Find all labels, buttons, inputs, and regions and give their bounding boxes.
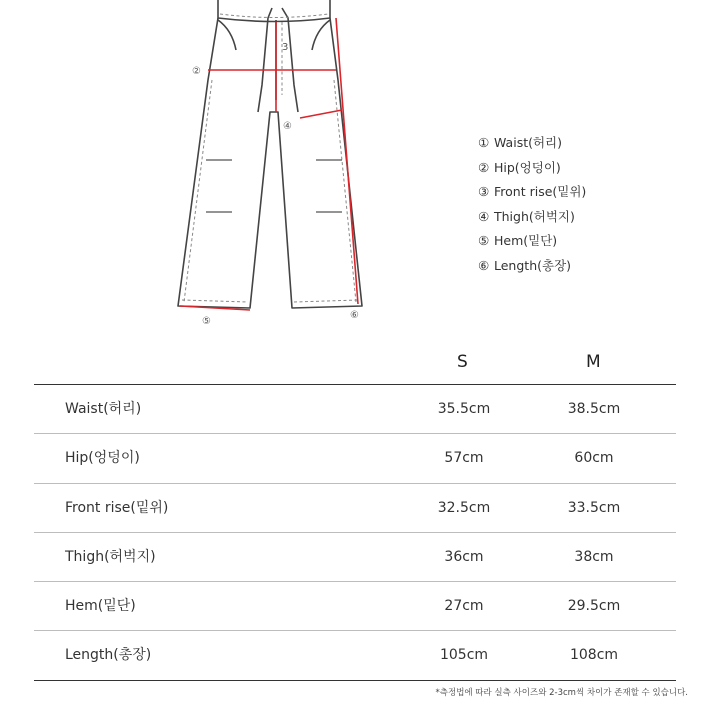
stitch-hem-left (182, 300, 248, 302)
size-table (34, 384, 676, 681)
value-s: 36cm (444, 548, 484, 565)
row-label: Hem(밑단) (65, 598, 136, 615)
row-label: Length(총장) (65, 647, 152, 664)
table-row-hem (34, 582, 676, 631)
pants-outline (178, 18, 362, 308)
value-m: 108cm (569, 647, 619, 664)
marker-length: ⑥ (350, 310, 359, 321)
legend-item-thigh: ④ Thigh(허벅지) (478, 208, 575, 224)
drawstring-left (258, 8, 272, 112)
measure-length (336, 18, 358, 304)
value-m: 38.5cm (567, 401, 621, 417)
drawstring-right (282, 8, 298, 112)
column-header-s: S (457, 352, 468, 372)
table-row-waist (34, 385, 676, 434)
measurement-footnote: *측정법에 따라 실측 사이즈와 2-3cm씩 차이가 존재할 수 있습니다. (435, 688, 688, 698)
pants-diagram (0, 0, 720, 330)
measure-thigh (300, 110, 342, 118)
table-row-hip (34, 434, 676, 483)
value-m: 33.5cm (567, 499, 621, 516)
value-m: 38cm (574, 548, 614, 565)
legend-item-front-rise: ③ Front rise(밑위) (478, 184, 587, 200)
legend-item-waist: ① Waist(허리) (478, 135, 563, 150)
legend-item-hip: ② Hip(엉덩이) (478, 159, 561, 175)
waistband (218, 0, 330, 22)
row-label: Hip(엉덩이) (65, 450, 140, 467)
marker-front-rise: 3 (282, 42, 289, 53)
table-row-thigh (34, 533, 676, 582)
value-s: 35.5cm (437, 401, 491, 417)
value-m: 29.5cm (567, 598, 621, 615)
value-s: 27cm (444, 598, 484, 615)
marker-hem: ⑤ (202, 316, 211, 327)
row-label: Thigh(허벅지) (65, 548, 156, 565)
marker-thigh: ④ (283, 121, 292, 132)
stitch-waist (220, 14, 328, 18)
legend-item-length: ⑥ Length(총장) (478, 257, 572, 273)
pocket-left (218, 20, 236, 50)
row-label: Front rise(밑위) (65, 499, 169, 516)
stitch-left-leg (184, 80, 212, 302)
value-m: 60cm (574, 450, 614, 467)
value-s: 57cm (444, 450, 484, 467)
value-s: 32.5cm (437, 499, 491, 516)
value-s: 105cm (439, 647, 489, 664)
legend-item-hem: ⑤ Hem(밑단) (478, 233, 558, 249)
marker-hip: ② (192, 66, 201, 77)
row-label: Waist(허리) (65, 401, 142, 417)
measurement-legend (478, 131, 586, 279)
table-row-length (34, 631, 676, 680)
stitch-right-leg (334, 80, 356, 302)
stitch-hem-right (294, 300, 358, 302)
column-header-m: M (586, 352, 601, 372)
pocket-right (312, 20, 330, 50)
table-row-front-rise (34, 484, 676, 533)
